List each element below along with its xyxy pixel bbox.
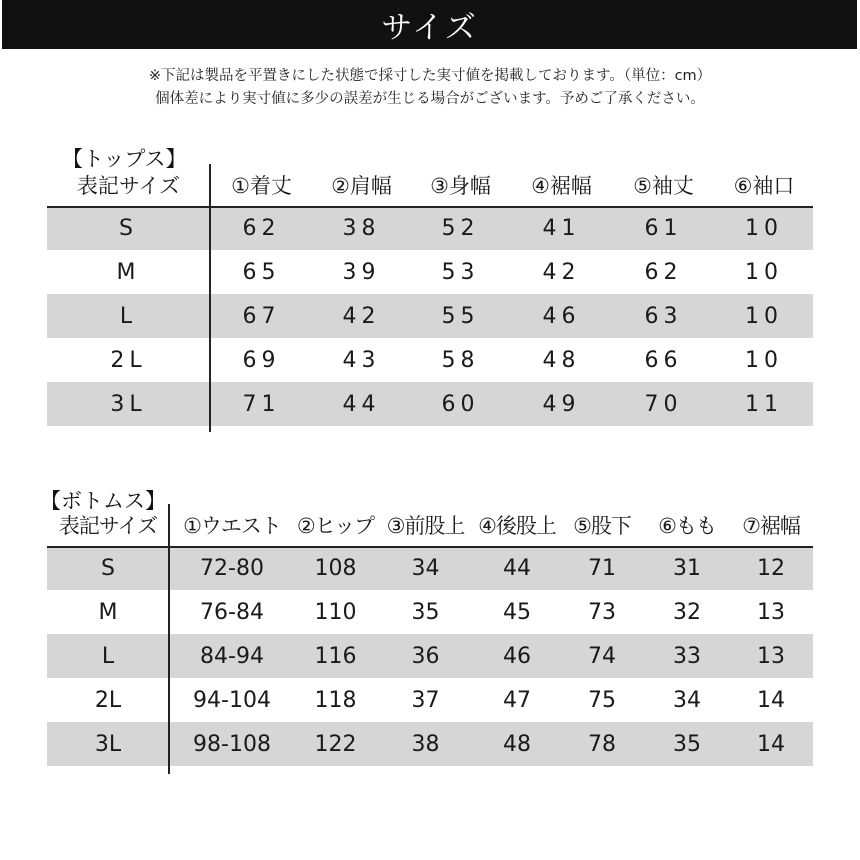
table-cell: 46 (542, 303, 581, 329)
size-label: S (101, 555, 115, 581)
table-cell: 72-80 (200, 555, 264, 581)
table-cell: 32 (673, 599, 701, 625)
table-cell: 42 (342, 303, 381, 329)
table-cell: 43 (342, 347, 381, 373)
table-row (47, 338, 813, 382)
table-cell: 70 (644, 391, 683, 417)
table-cell: 13 (757, 599, 785, 625)
tops-header-row (47, 164, 813, 206)
table-row (47, 722, 813, 766)
table-cell: 94-104 (193, 687, 271, 713)
table-cell: 75 (588, 687, 616, 713)
table-cell: 73 (588, 599, 616, 625)
tops-size-table (47, 164, 813, 426)
tops-col-header: ①着丈 (231, 174, 292, 198)
table-cell: 34 (673, 687, 701, 713)
table-cell: 45 (503, 599, 531, 625)
table-cell: 53 (441, 259, 480, 285)
bottoms-header-row (47, 504, 813, 546)
table-cell: 71 (588, 555, 616, 581)
note-line-2: 個体差により実寸値に多少の誤差が生じる場合がございます。予めご了承ください。 (155, 91, 705, 107)
bottoms-col-header: 表記サイズ (58, 514, 158, 538)
table-cell: 44 (503, 555, 531, 581)
bottoms-col-header: ③前股上 (386, 514, 465, 538)
table-row (47, 546, 813, 590)
table-cell: 98-108 (193, 731, 271, 757)
header-divider (47, 546, 813, 548)
bottoms-col-header: ⑥もも (658, 514, 716, 538)
table-cell: 48 (503, 731, 531, 757)
table-cell: 52 (441, 215, 480, 241)
table-cell: 84-94 (200, 643, 264, 669)
table-cell: 38 (411, 731, 440, 757)
table-cell: 61 (644, 215, 683, 241)
table-cell: 42 (542, 259, 581, 285)
table-cell: 58 (441, 347, 480, 373)
table-cell: 35 (411, 599, 440, 625)
size-label: L (101, 643, 115, 669)
table-row (47, 634, 813, 678)
tops-col-header: ⑥袖口 (733, 174, 795, 198)
table-cell: 65 (242, 259, 281, 285)
table-cell: 10 (745, 347, 783, 373)
table-cell: 10 (745, 303, 783, 329)
header-divider (47, 206, 813, 208)
table-row (47, 250, 813, 294)
table-cell: 69 (242, 347, 281, 373)
table-cell: 110 (314, 599, 357, 625)
table-cell: 12 (757, 555, 785, 581)
table-cell: 37 (411, 687, 440, 713)
table-cell: 44 (342, 391, 381, 417)
table-cell: 14 (757, 731, 785, 757)
table-cell: 11 (745, 391, 783, 417)
table-cell: 108 (314, 555, 357, 581)
table-cell: 66 (644, 347, 683, 373)
table-cell: 46 (503, 643, 531, 669)
table-cell: 31 (673, 555, 701, 581)
column-divider (168, 504, 170, 774)
table-row (47, 590, 813, 634)
table-cell: 47 (503, 687, 531, 713)
table-cell: 78 (588, 731, 616, 757)
table-cell: 60 (441, 391, 480, 417)
table-row (47, 382, 813, 426)
size-label: 2L (94, 687, 122, 713)
tops-section-title: 【トップス】 (62, 147, 187, 171)
size-label: M (116, 259, 141, 285)
table-cell: 14 (757, 687, 785, 713)
page-title: サイズ (381, 10, 478, 46)
size-label: 2L (110, 347, 147, 373)
bottoms-col-header: ①ウエスト (183, 514, 281, 538)
bottoms-col-header: ②ヒップ (296, 514, 375, 538)
table-cell: 76-84 (200, 599, 264, 625)
table-cell: 74 (588, 643, 616, 669)
table-cell: 33 (673, 643, 701, 669)
table-row (47, 206, 813, 250)
column-divider (209, 164, 211, 432)
table-row (47, 678, 813, 722)
size-label: 3L (94, 731, 122, 757)
table-cell: 34 (411, 555, 440, 581)
table-cell: 122 (314, 731, 357, 757)
tops-col-header: 表記サイズ (76, 174, 181, 198)
size-label: 3L (110, 391, 147, 417)
tops-col-header: ⑤袖丈 (633, 174, 694, 198)
bottoms-size-table (47, 504, 813, 766)
table-cell: 10 (745, 215, 783, 241)
table-cell: 48 (542, 347, 581, 373)
size-label: M (98, 599, 118, 625)
table-cell: 71 (242, 391, 281, 417)
table-cell: 13 (757, 643, 785, 669)
bottoms-col-header: ⑤股下 (573, 514, 631, 538)
table-cell: 63 (644, 303, 683, 329)
size-label: L (119, 303, 138, 329)
tops-col-header: ③身幅 (430, 174, 491, 198)
bottoms-col-header: ⑦裾幅 (742, 514, 800, 538)
table-cell: 118 (314, 687, 357, 713)
note-line-1: ※下記は製品を平置きにした状態で採寸した実寸値を掲載しております。（単位：cm） (148, 68, 712, 84)
table-cell: 55 (441, 303, 480, 329)
bottoms-col-header: ④後股上 (478, 514, 556, 538)
bottoms-section-title: 【ボトムス】 (40, 489, 166, 513)
table-cell: 39 (342, 259, 381, 285)
table-cell: 35 (673, 731, 701, 757)
table-cell: 38 (342, 215, 381, 241)
size-label: S (119, 215, 138, 241)
table-cell: 49 (542, 391, 581, 417)
table-cell: 62 (242, 215, 281, 241)
table-cell: 116 (314, 643, 357, 669)
table-cell: 10 (745, 259, 783, 285)
table-cell: 41 (542, 215, 581, 241)
table-cell: 67 (242, 303, 281, 329)
page-title-bar (2, 0, 857, 49)
tops-col-header: ④裾幅 (531, 174, 592, 198)
table-cell: 36 (411, 643, 440, 669)
tops-col-header: ②肩幅 (331, 174, 392, 198)
table-row (47, 294, 813, 338)
table-cell: 62 (644, 259, 683, 285)
